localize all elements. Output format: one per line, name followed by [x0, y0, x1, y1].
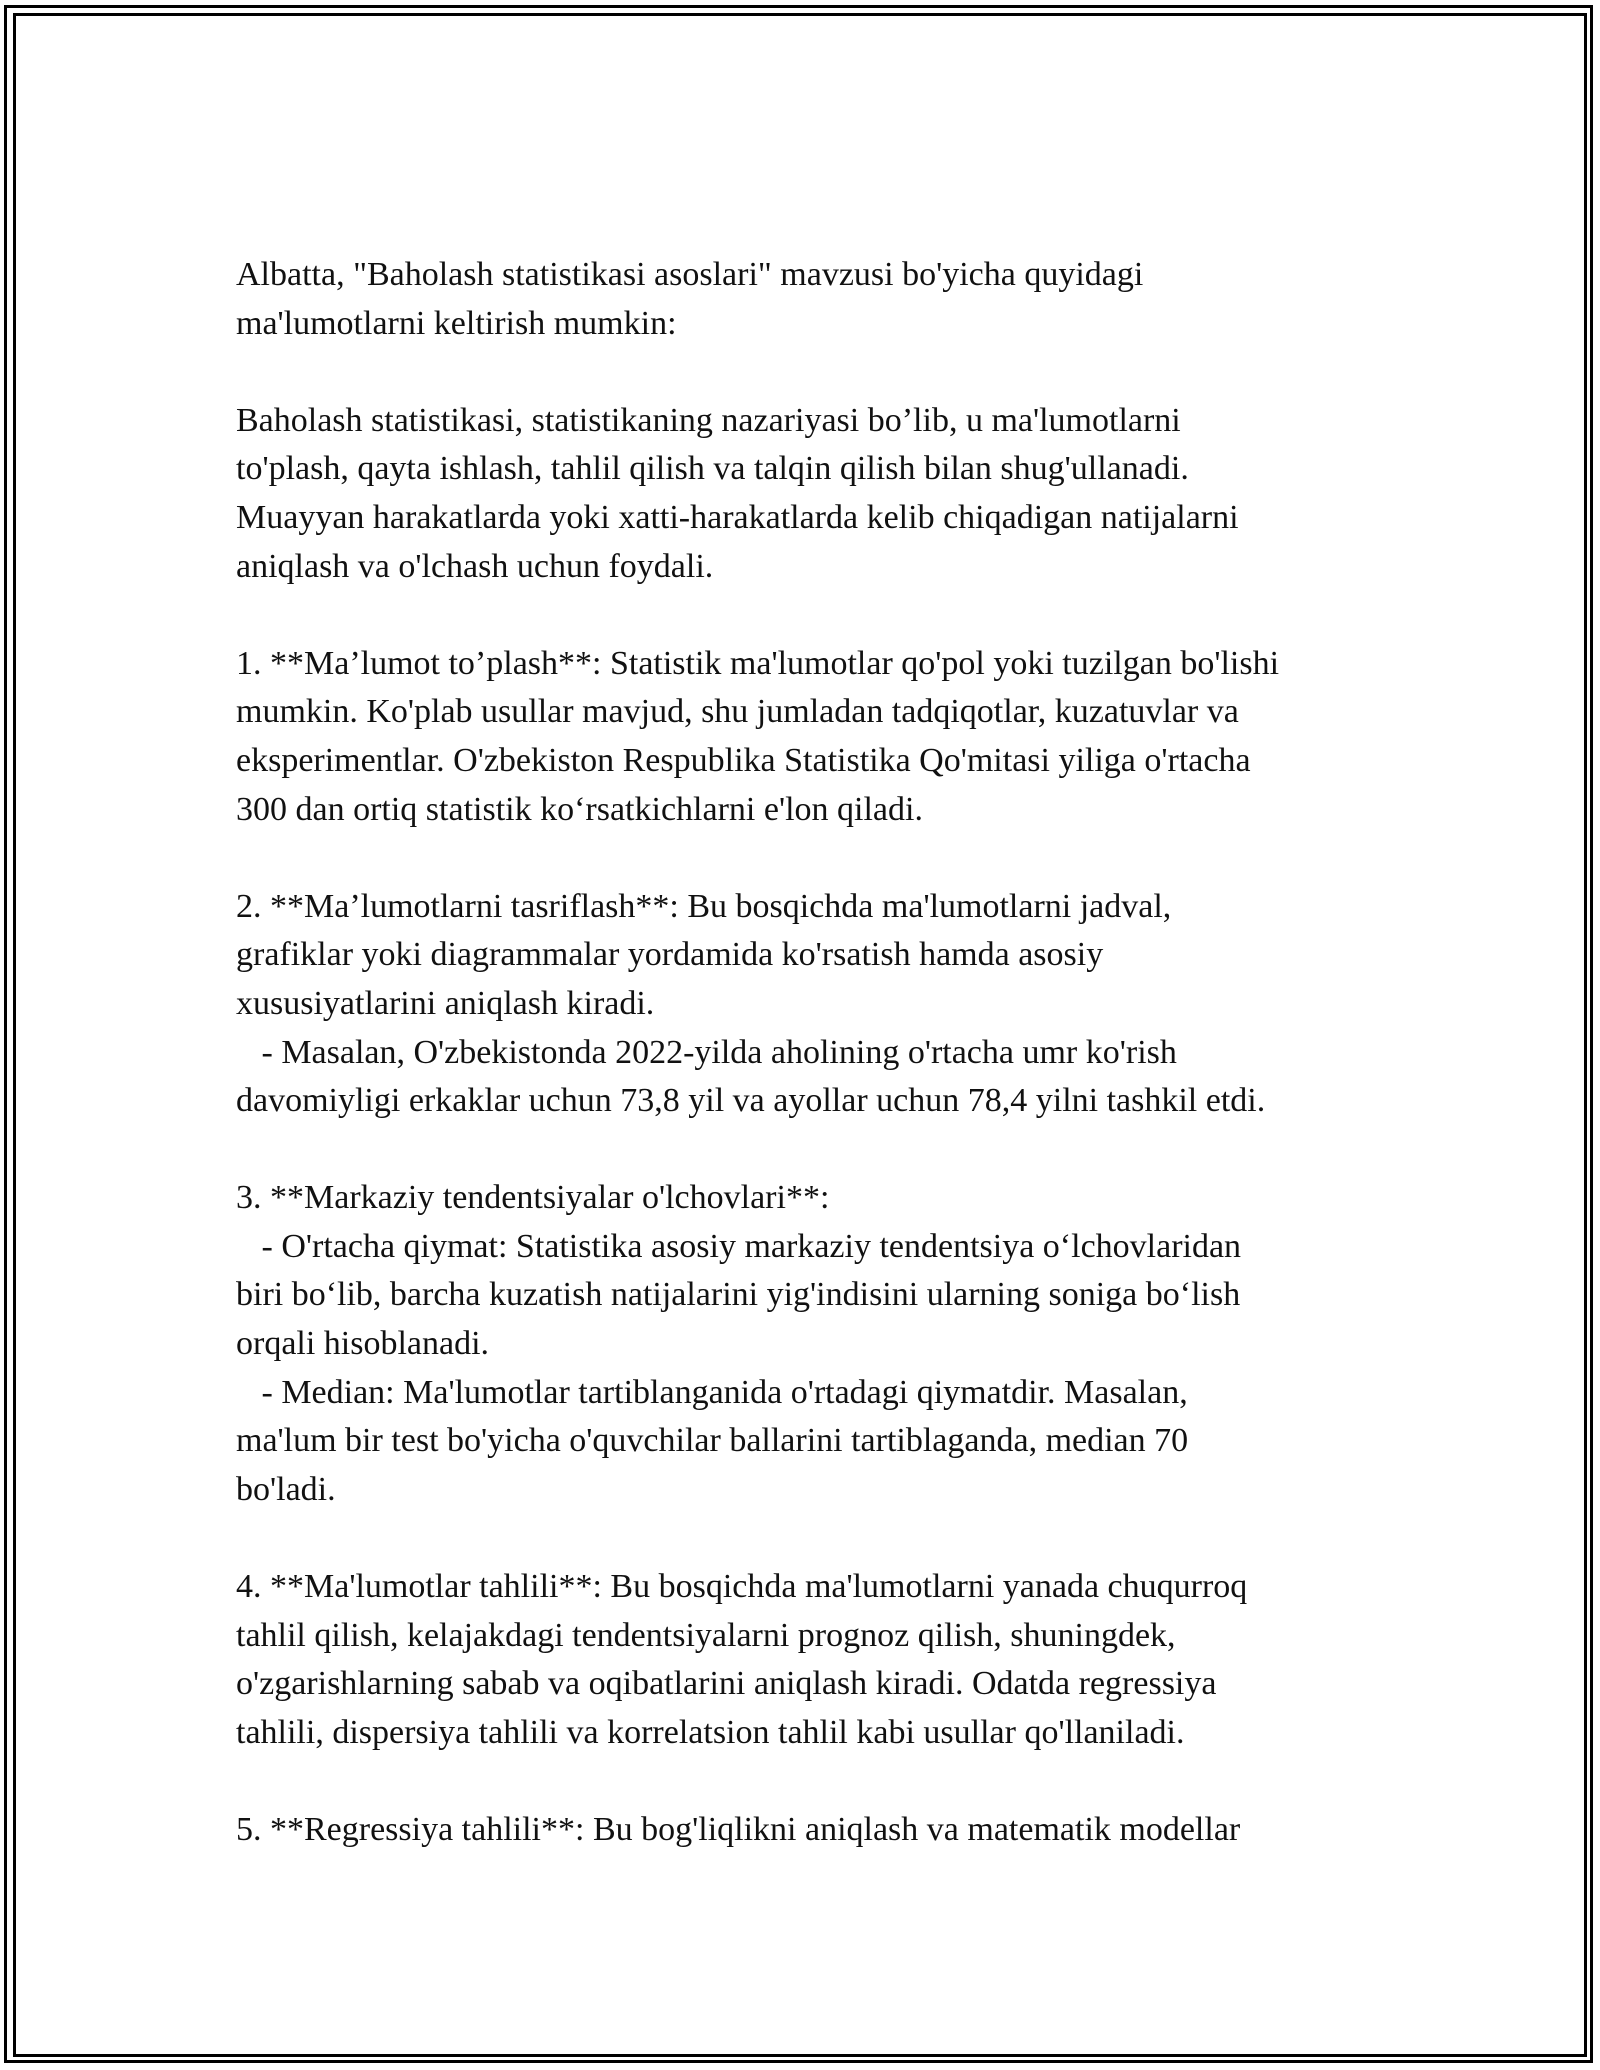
list-item-data-description	[236, 883, 1376, 1126]
text-line: grafiklar yoki diagrammalar yordamida ko'rsatish hamda asosiy	[236, 936, 1104, 974]
text-line: orqali hisoblanadi.	[236, 1325, 490, 1363]
text-line: - Median: Ma'lumotlar tartiblanganida o'rtadagi qiymatdir. Masalan,	[236, 1373, 1188, 1411]
text-line: 5. **Regressiya tahlili**: Bu bog'liqlikni aniqlash va matematik modellar	[236, 1811, 1241, 1848]
text-line: eksperimentlar. O'zbekiston Respublika Statistika Qo'mitasi yiliga o'rtacha	[236, 741, 1251, 779]
text-line: o'zgarishlarning sabab va oqibatlarini aniqlash kiradi. Odatda regressiya	[236, 1665, 1217, 1703]
text-line: ma'lum bir test bo'yicha o'quvchilar ballarini tartiblaganda, median 70	[236, 1422, 1189, 1460]
text-line: bo'ladi.	[236, 1470, 336, 1508]
list-item-data-analysis	[236, 1563, 1376, 1757]
text-line: davomiyligi erkaklar uchun 73,8 yil va ayollar uchun 78,4 yilni tashkil etdi.	[236, 1082, 1266, 1120]
definition-paragraph	[236, 397, 1376, 591]
text-line: tahlil qilish, kelajakdagi tendentsiyalarni prognoz qilish, shuningdek,	[236, 1616, 1176, 1654]
text-line: Muayyan harakatlarda yoki xatti-harakatlarda kelib chiqadigan natijalarni	[236, 498, 1239, 536]
text-line: 300 dan ortiq statistik ko‘rsatkichlarni e'lon qiladi.	[236, 790, 923, 828]
text-line: Baholash statistikasi, statistikaning nazariyasi bo’lib, u ma'lumotlarni	[236, 401, 1181, 439]
text-line: ma'lumotlarni keltirish mumkin:	[236, 304, 677, 342]
text-line: 1. **Ma’lumot to’plash**: Statistik ma'lumotlar qo'pol yoki tuzilgan bo'lishi	[236, 644, 1280, 682]
text-line: xususiyatlarini aniqlash kiradi.	[236, 984, 655, 1022]
list-item-central-tendency	[236, 1174, 1376, 1514]
list-item-regression	[236, 1806, 1376, 1855]
list-item-data-collection	[236, 640, 1376, 834]
text-line: tahlili, dispersiya tahlili va korrelatsion tahlil kabi usullar qo'llaniladi.	[236, 1713, 1185, 1751]
document-body	[236, 251, 1376, 1903]
text-line: to'plash, qayta ishlash, tahlil qilish va talqin qilish bilan shug'ullanadi.	[236, 450, 1189, 488]
text-line: - O'rtacha qiymat: Statistika asosiy markaziy tendentsiya o‘lchovlaridan	[236, 1227, 1242, 1265]
text-line: biri bo‘lib, barcha kuzatish natijalarini yig'indisini ularning soniga bo‘lish	[236, 1276, 1241, 1314]
text-line: mumkin. Ko'plab usullar mavjud, shu jumladan tadqiqotlar, kuzatuvlar va	[236, 693, 1239, 731]
intro-paragraph	[236, 251, 1376, 348]
text-line: 3. **Markaziy tendentsiyalar o'lchovlari**:	[236, 1179, 830, 1217]
text-line: 2. **Ma’lumotlarni tasriflash**: Bu bosqichda ma'lumotlarni jadval,	[236, 887, 1172, 925]
text-line: 4. **Ma'lumotlar tahlili**: Bu bosqichda ma'lumotlarni yanada chuqurroq	[236, 1568, 1248, 1606]
text-line: Albatta, "Baholash statistikasi asoslari" mavzusi bo'yicha quyidagi	[236, 256, 1144, 293]
text-line: - Masalan, O'zbekistonda 2022-yilda aholining o'rtacha umr ko'rish	[236, 1033, 1177, 1071]
text-line: aniqlash va o'lchash uchun foydali.	[236, 547, 714, 585]
